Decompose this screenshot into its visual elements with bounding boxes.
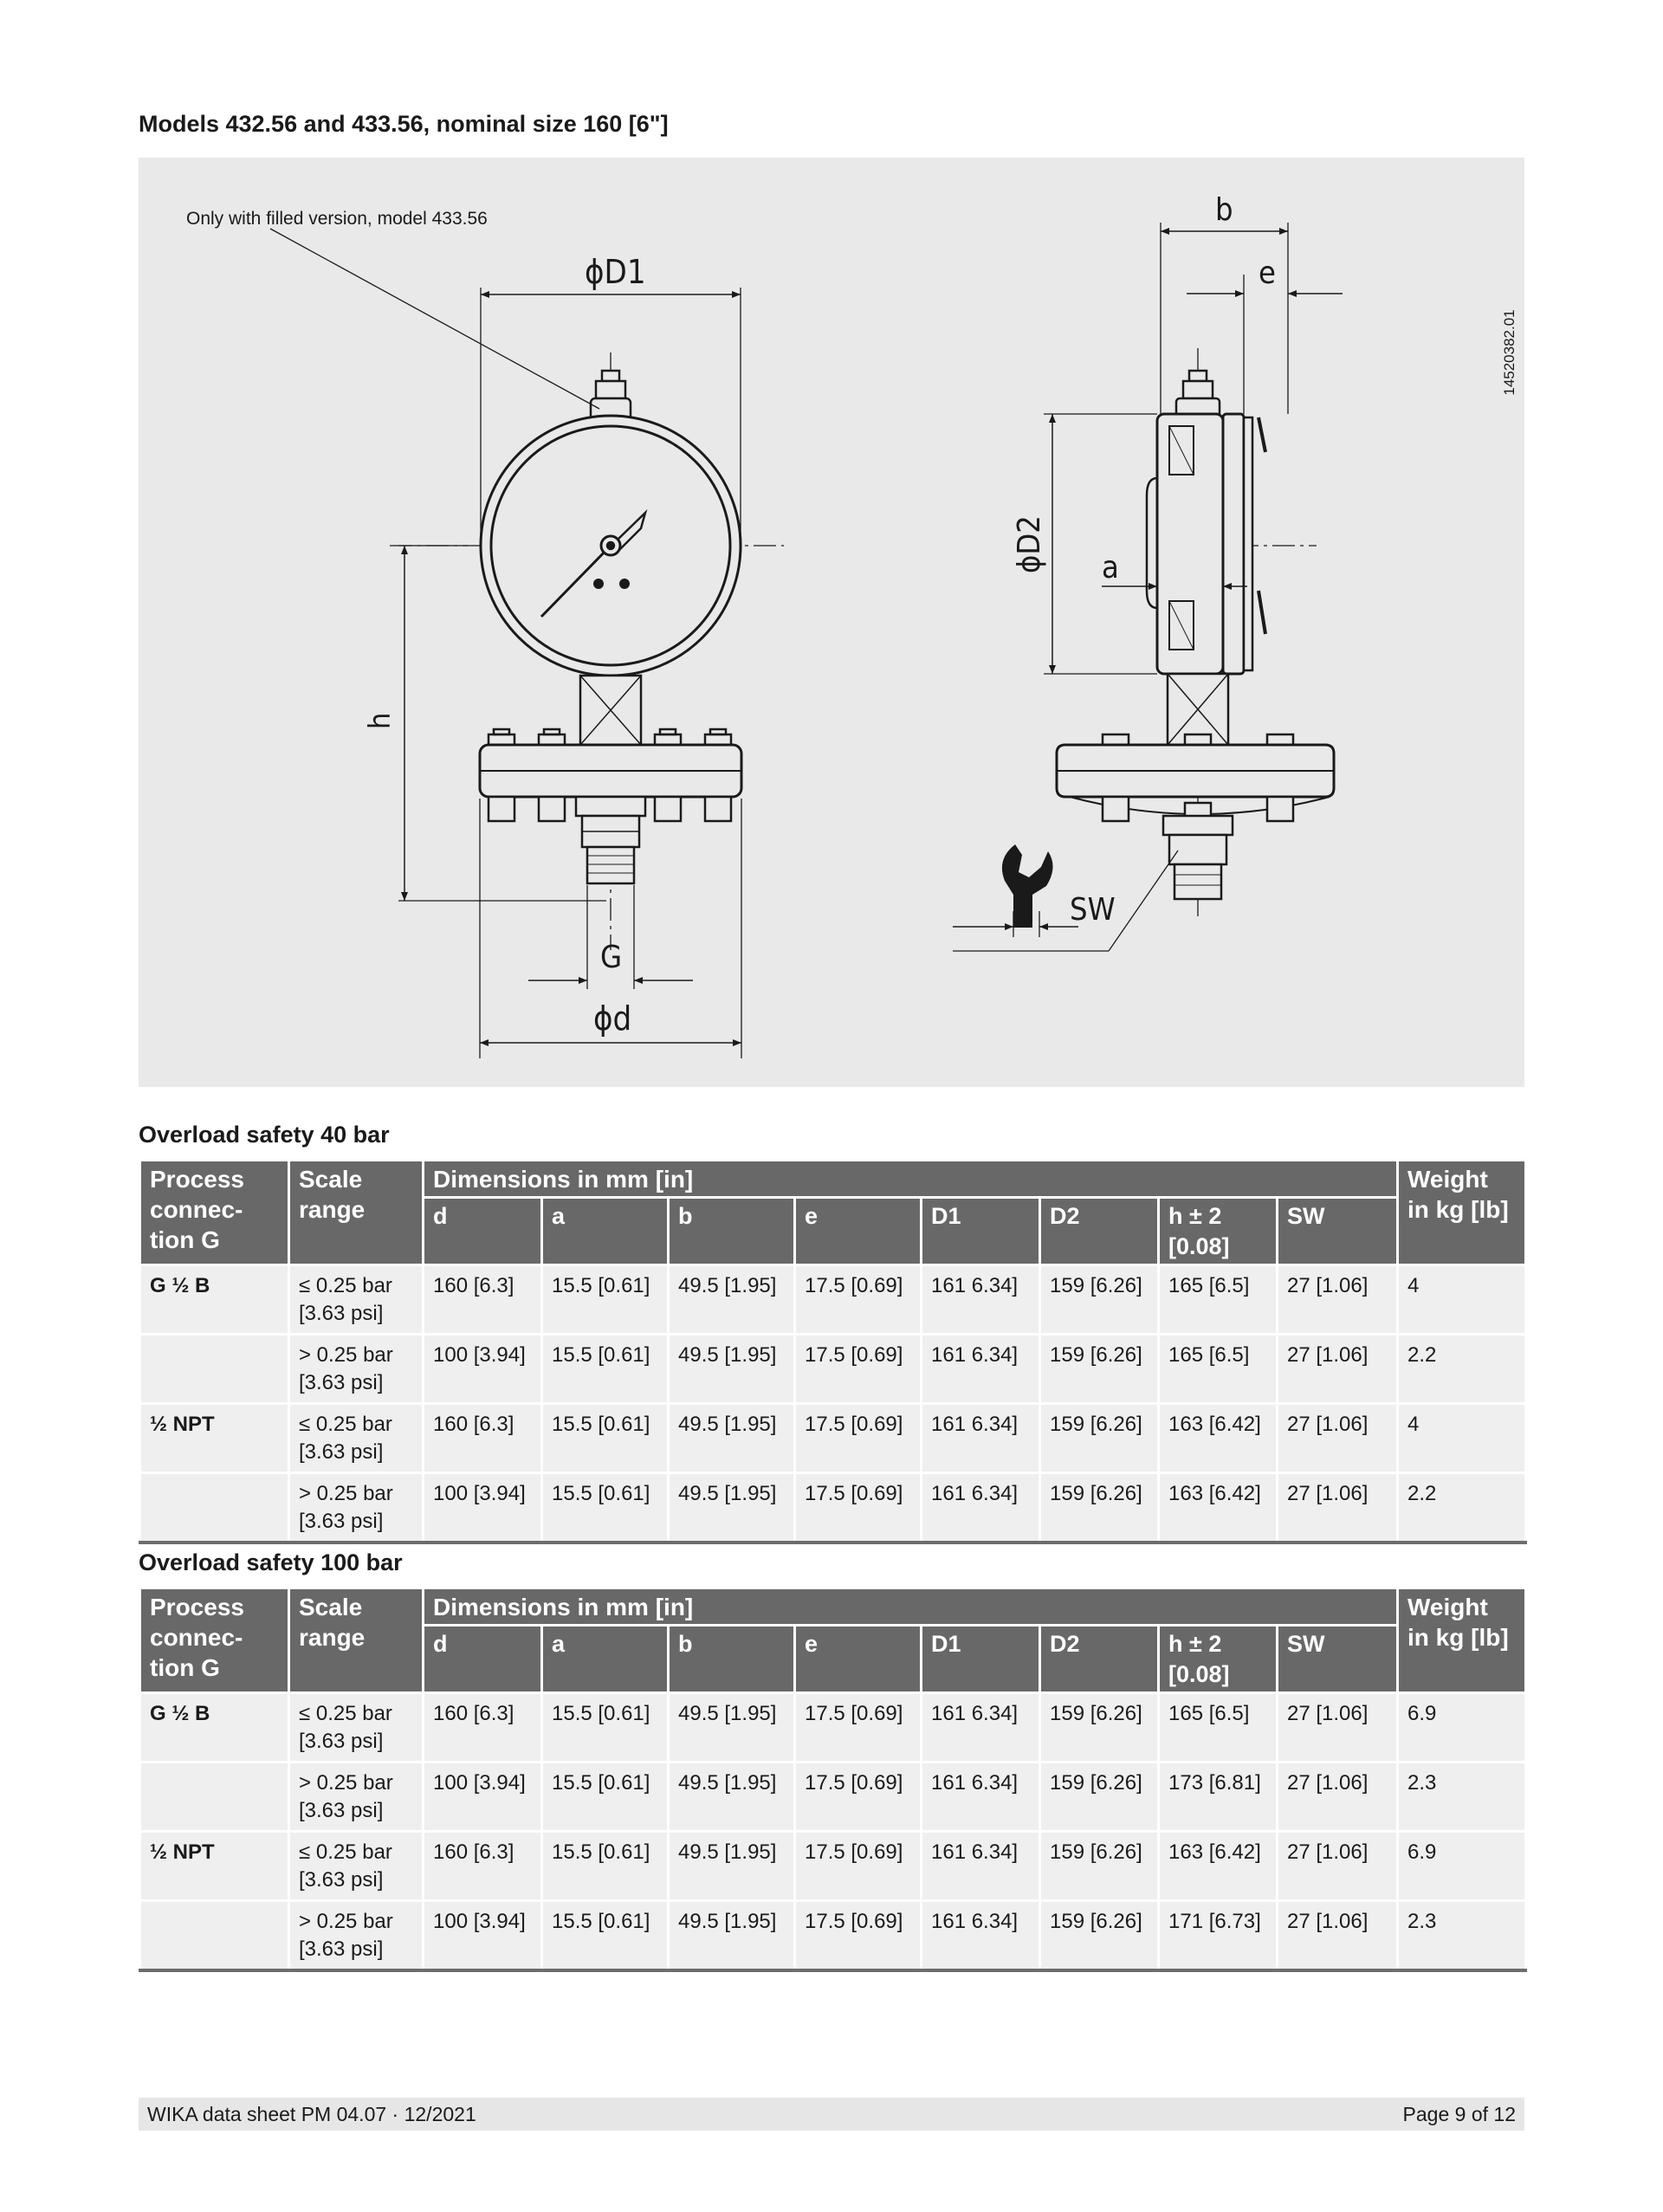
table-row xyxy=(140,1762,1526,1832)
cell-weight: 4 xyxy=(1398,1265,1526,1335)
front-view xyxy=(270,229,784,1058)
cell-D1: 161 6.34] xyxy=(922,1404,1040,1473)
cell-b: 49.5 [1.95] xyxy=(669,1901,795,1971)
header-a: a xyxy=(542,1626,669,1693)
cell-d: 100 [3.94] xyxy=(424,1901,542,1971)
cell-D1: 161 6.34] xyxy=(922,1832,1040,1901)
cell-SW: 27 [1.06] xyxy=(1278,1901,1398,1971)
header-dimensions: Dimensions in mm [in] xyxy=(424,1161,1398,1198)
table-row xyxy=(140,1473,1526,1543)
cell-b: 49.5 [1.95] xyxy=(669,1762,795,1832)
cell-e: 17.5 [0.69] xyxy=(795,1404,922,1473)
header-D1: D1 xyxy=(922,1198,1040,1265)
label-D2: ϕD2 xyxy=(1012,515,1047,573)
cell-D2: 159 [6.26] xyxy=(1040,1265,1159,1335)
header-process-connection: Process connec-tion G xyxy=(140,1161,289,1265)
cell-scale: ≤ 0.25 bar [3.63 psi] xyxy=(289,1404,424,1473)
cell-SW: 27 [1.06] xyxy=(1278,1832,1398,1901)
cell-connection xyxy=(140,1335,289,1404)
header-D1: D1 xyxy=(922,1626,1040,1693)
cell-D2: 159 [6.26] xyxy=(1040,1832,1159,1901)
cell-weight: 4 xyxy=(1398,1404,1526,1473)
header-D2: D2 xyxy=(1040,1198,1159,1265)
cell-d: 160 [6.3] xyxy=(424,1265,542,1335)
cell-h: 173 [6.81] xyxy=(1159,1762,1278,1832)
cell-D1: 161 6.34] xyxy=(922,1335,1040,1404)
cell-D2: 159 [6.26] xyxy=(1040,1693,1159,1762)
cell-a: 15.5 [0.61] xyxy=(542,1693,669,1762)
cell-a: 15.5 [0.61] xyxy=(542,1762,669,1832)
cell-D1: 161 6.34] xyxy=(922,1473,1040,1543)
cell-h: 163 [6.42] xyxy=(1159,1404,1278,1473)
table-row xyxy=(140,1404,1526,1473)
dimension-drawing xyxy=(139,158,1524,1087)
side-view xyxy=(953,223,1343,951)
cell-D2: 159 [6.26] xyxy=(1040,1473,1159,1543)
cell-weight: 6.9 xyxy=(1398,1832,1526,1901)
cell-weight: 6.9 xyxy=(1398,1693,1526,1762)
label-h: h xyxy=(363,712,398,729)
cell-scale: ≤ 0.25 bar [3.63 psi] xyxy=(289,1265,424,1335)
header-d: d xyxy=(424,1198,542,1265)
cell-scale: > 0.25 bar [3.63 psi] xyxy=(289,1901,424,1971)
table-title-100bar: Overload safety 100 bar xyxy=(139,1549,403,1575)
cell-d: 100 [3.94] xyxy=(424,1473,542,1543)
cell-SW: 27 [1.06] xyxy=(1278,1473,1398,1543)
label-a: a xyxy=(1102,550,1119,585)
cell-d: 160 [6.3] xyxy=(424,1404,542,1473)
cell-D1: 161 6.34] xyxy=(922,1762,1040,1832)
header-h: h ± 2 [0.08] xyxy=(1159,1626,1278,1693)
label-d: ϕd xyxy=(593,999,632,1038)
cell-connection: ½ NPT xyxy=(140,1404,289,1473)
table-overload-40bar xyxy=(139,1159,1527,1544)
header-process-connection: Process connec-tion G xyxy=(140,1588,289,1693)
cell-d: 160 [6.3] xyxy=(424,1693,542,1762)
table-overload-100bar xyxy=(139,1587,1527,1972)
header-b: b xyxy=(669,1626,795,1693)
cell-h: 163 [6.42] xyxy=(1159,1473,1278,1543)
page-heading: Models 432.56 and 433.56, nominal size 160 [6"] xyxy=(139,111,669,137)
cell-a: 15.5 [0.61] xyxy=(542,1265,669,1335)
cell-e: 17.5 [0.69] xyxy=(795,1762,922,1832)
cell-b: 49.5 [1.95] xyxy=(669,1404,795,1473)
cell-D2: 159 [6.26] xyxy=(1040,1335,1159,1404)
cell-connection xyxy=(140,1762,289,1832)
cell-a: 15.5 [0.61] xyxy=(542,1335,669,1404)
header-h: h ± 2 [0.08] xyxy=(1159,1198,1278,1265)
cell-connection: G ½ B xyxy=(140,1693,289,1762)
cell-a: 15.5 [0.61] xyxy=(542,1473,669,1543)
cell-d: 100 [3.94] xyxy=(424,1335,542,1404)
cell-d: 100 [3.94] xyxy=(424,1762,542,1832)
cell-scale: > 0.25 bar [3.63 psi] xyxy=(289,1335,424,1404)
cell-weight: 2.3 xyxy=(1398,1762,1526,1832)
cell-scale: ≤ 0.25 bar [3.63 psi] xyxy=(289,1693,424,1762)
header-weight: Weight in kg [lb] xyxy=(1398,1588,1526,1693)
label-SW: SW xyxy=(1070,892,1116,928)
cell-connection: ½ NPT xyxy=(140,1832,289,1901)
cell-e: 17.5 [0.69] xyxy=(795,1901,922,1971)
page-footer xyxy=(139,2098,1524,2131)
header-e: e xyxy=(795,1626,922,1693)
cell-b: 49.5 [1.95] xyxy=(669,1265,795,1335)
cell-scale: > 0.25 bar [3.63 psi] xyxy=(289,1762,424,1832)
header-b: b xyxy=(669,1198,795,1265)
cell-e: 17.5 [0.69] xyxy=(795,1473,922,1543)
cell-SW: 27 [1.06] xyxy=(1278,1335,1398,1404)
header-d: d xyxy=(424,1626,542,1693)
cell-SW: 27 [1.06] xyxy=(1278,1265,1398,1335)
cell-a: 15.5 [0.61] xyxy=(542,1404,669,1473)
cell-D1: 161 6.34] xyxy=(922,1265,1040,1335)
table-row xyxy=(140,1693,1526,1762)
cell-connection: G ½ B xyxy=(140,1265,289,1335)
table-row xyxy=(140,1265,1526,1335)
header-dimensions: Dimensions in mm [in] xyxy=(424,1588,1398,1626)
cell-a: 15.5 [0.61] xyxy=(542,1832,669,1901)
cell-e: 17.5 [0.69] xyxy=(795,1693,922,1762)
cell-D2: 159 [6.26] xyxy=(1040,1901,1159,1971)
cell-e: 17.5 [0.69] xyxy=(795,1832,922,1901)
table-row xyxy=(140,1335,1526,1404)
header-scale-range: Scale range xyxy=(289,1161,424,1265)
table-row xyxy=(140,1832,1526,1901)
cell-h: 165 [6.5] xyxy=(1159,1265,1278,1335)
cell-e: 17.5 [0.69] xyxy=(795,1265,922,1335)
cell-h: 165 [6.5] xyxy=(1159,1693,1278,1762)
header-a: a xyxy=(542,1198,669,1265)
drawing-number: 14520382.01 xyxy=(1501,309,1517,396)
cell-h: 165 [6.5] xyxy=(1159,1335,1278,1404)
label-e: e xyxy=(1259,255,1276,291)
cell-d: 160 [6.3] xyxy=(424,1832,542,1901)
cell-b: 49.5 [1.95] xyxy=(669,1832,795,1901)
cell-weight: 2.2 xyxy=(1398,1335,1526,1404)
cell-scale: ≤ 0.25 bar [3.63 psi] xyxy=(289,1832,424,1901)
cell-D2: 159 [6.26] xyxy=(1040,1762,1159,1832)
cell-SW: 27 [1.06] xyxy=(1278,1404,1398,1473)
label-D1: ϕD1 xyxy=(585,253,646,291)
cell-SW: 27 [1.06] xyxy=(1278,1693,1398,1762)
cell-b: 49.5 [1.95] xyxy=(669,1693,795,1762)
footer-page-number: Page 9 of 12 xyxy=(1402,2103,1516,2125)
header-weight: Weight in kg [lb] xyxy=(1398,1161,1526,1265)
cell-h: 171 [6.73] xyxy=(1159,1901,1278,1971)
cell-weight: 2.3 xyxy=(1398,1901,1526,1971)
cell-D2: 159 [6.26] xyxy=(1040,1404,1159,1473)
footer-datasheet: WIKA data sheet PM 04.07 · 12/2021 xyxy=(147,2103,476,2125)
cell-connection xyxy=(140,1901,289,1971)
note-label: Only with filled version, model 433.56 xyxy=(186,209,488,229)
table-title-40bar: Overload safety 40 bar xyxy=(139,1122,390,1148)
cell-b: 49.5 [1.95] xyxy=(669,1335,795,1404)
header-SW: SW xyxy=(1278,1626,1398,1693)
cell-a: 15.5 [0.61] xyxy=(542,1901,669,1971)
cell-h: 163 [6.42] xyxy=(1159,1832,1278,1901)
cell-b: 49.5 [1.95] xyxy=(669,1473,795,1543)
label-G: G xyxy=(600,940,623,975)
header-SW: SW xyxy=(1278,1198,1398,1265)
header-e: e xyxy=(795,1198,922,1265)
cell-scale: > 0.25 bar [3.63 psi] xyxy=(289,1473,424,1543)
cell-e: 17.5 [0.69] xyxy=(795,1335,922,1404)
cell-SW: 27 [1.06] xyxy=(1278,1762,1398,1832)
table-row xyxy=(140,1901,1526,1971)
header-scale-range: Scale range xyxy=(289,1588,424,1693)
cell-connection xyxy=(140,1473,289,1543)
header-D2: D2 xyxy=(1040,1626,1159,1693)
cell-weight: 2.2 xyxy=(1398,1473,1526,1543)
cell-D1: 161 6.34] xyxy=(922,1901,1040,1971)
cell-D1: 161 6.34] xyxy=(922,1693,1040,1762)
label-b: b xyxy=(1215,192,1233,228)
